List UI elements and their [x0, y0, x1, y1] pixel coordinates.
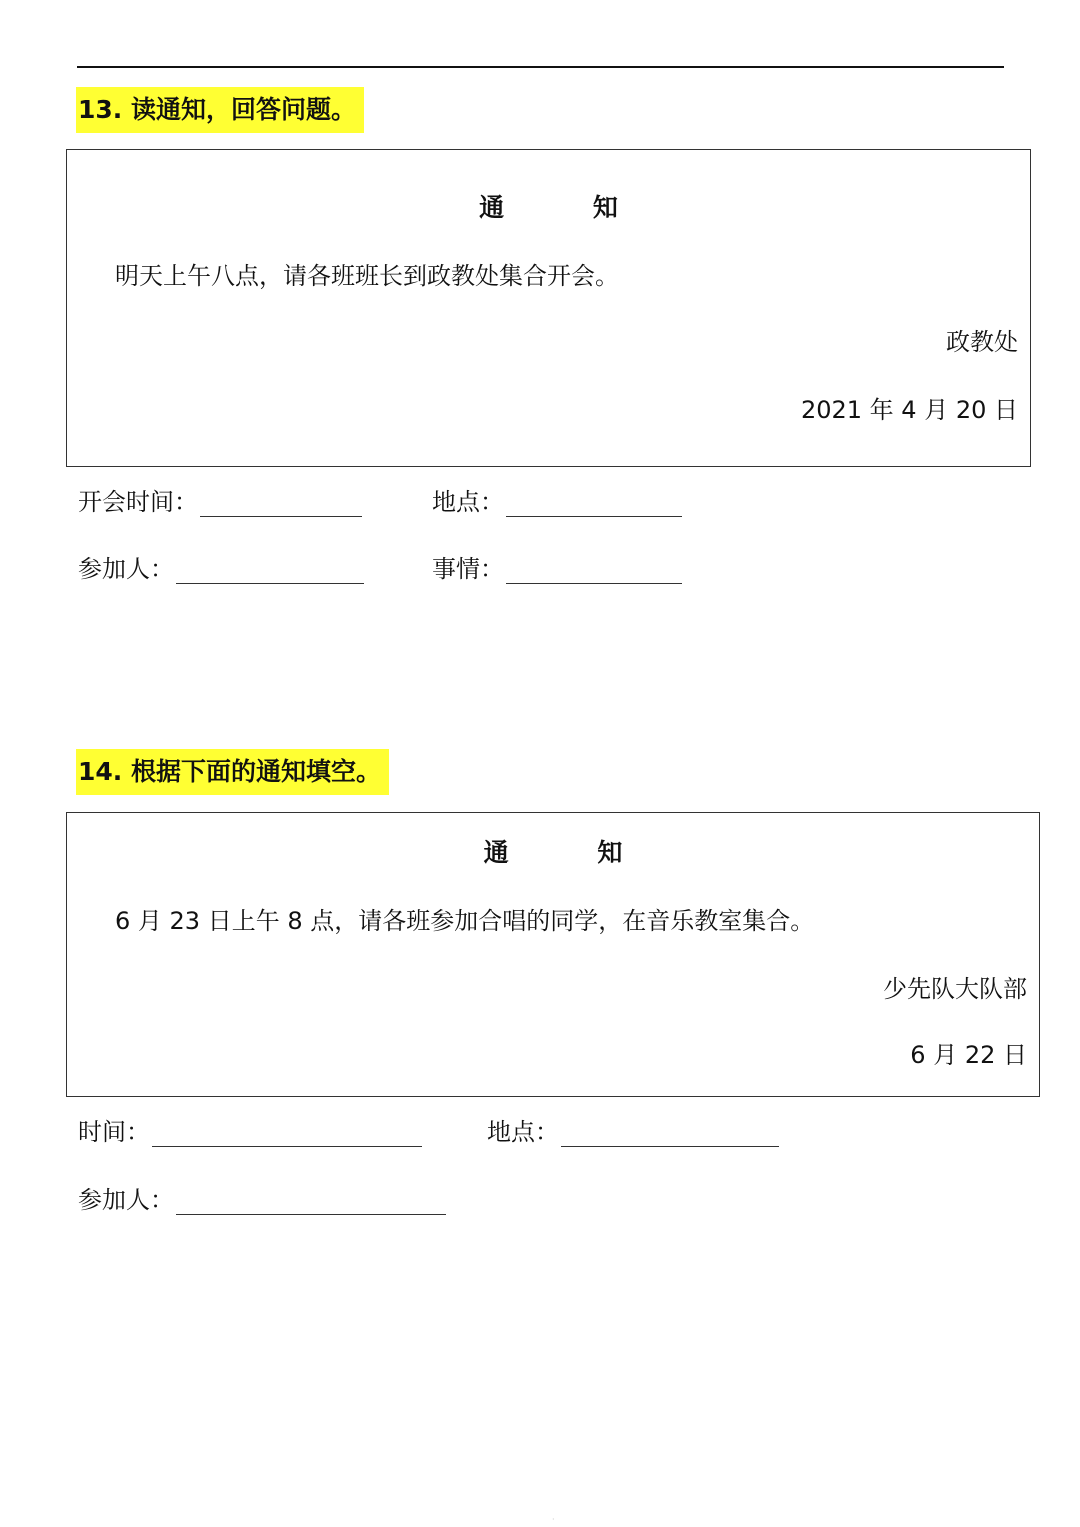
q13-notice-title: 通 知: [479, 193, 658, 222]
q13-notice-date: 2021 年 4 月 20 日: [800, 396, 1018, 424]
q13-participants-field: [78, 549, 364, 584]
q14-place-field: [487, 1112, 779, 1147]
q13-place-label: 地点：: [432, 488, 504, 516]
q14-participants-blank[interactable]: [176, 1192, 446, 1215]
q13-place-blank[interactable]: [506, 494, 682, 517]
q13-time-label: 开会时间：: [78, 488, 198, 516]
q14-heading: 14. 根据下面的通知填空。: [76, 749, 389, 795]
q13-participants-blank[interactable]: [176, 561, 364, 584]
q13-place-field: [432, 482, 682, 517]
q13-time-blank[interactable]: [200, 494, 362, 517]
q14-time-label: 时间：: [78, 1118, 150, 1146]
q14-notice-body: 6 月 23 日上午 8 点，请各班参加合唱的同学，在音乐教室集合。: [115, 907, 815, 935]
top-rule: [77, 66, 1004, 68]
q13-matter-blank[interactable]: [506, 561, 682, 584]
q13-heading: 13. 读通知，回答问题。: [76, 87, 364, 133]
q13-participants-label: 参加人：: [78, 555, 174, 583]
q13-notice-box: [66, 149, 1031, 467]
q14-notice-signer: 少先队大队部: [883, 975, 1027, 1003]
q14-time-blank[interactable]: [152, 1124, 422, 1147]
q14-place-blank[interactable]: [561, 1124, 779, 1147]
q13-notice-signer: 政教处: [946, 328, 1018, 356]
q14-notice-title: 通 知: [483, 838, 663, 867]
q14-participants-field: [78, 1180, 446, 1215]
q14-participants-label: 参加人：: [78, 1186, 174, 1214]
q13-matter-field: [432, 549, 682, 584]
q14-notice-date: 6 月 22 日: [910, 1041, 1027, 1069]
q13-matter-label: 事情：: [432, 555, 504, 583]
q14-notice-box: [66, 812, 1040, 1097]
q13-notice-body: 明天上午八点，请各班班长到政教处集合开会。: [115, 262, 619, 290]
q14-place-label: 地点：: [487, 1118, 559, 1146]
q14-time-field: [78, 1112, 422, 1147]
q13-time-field: [78, 482, 362, 517]
footer-mark: ·: [552, 1515, 555, 1524]
